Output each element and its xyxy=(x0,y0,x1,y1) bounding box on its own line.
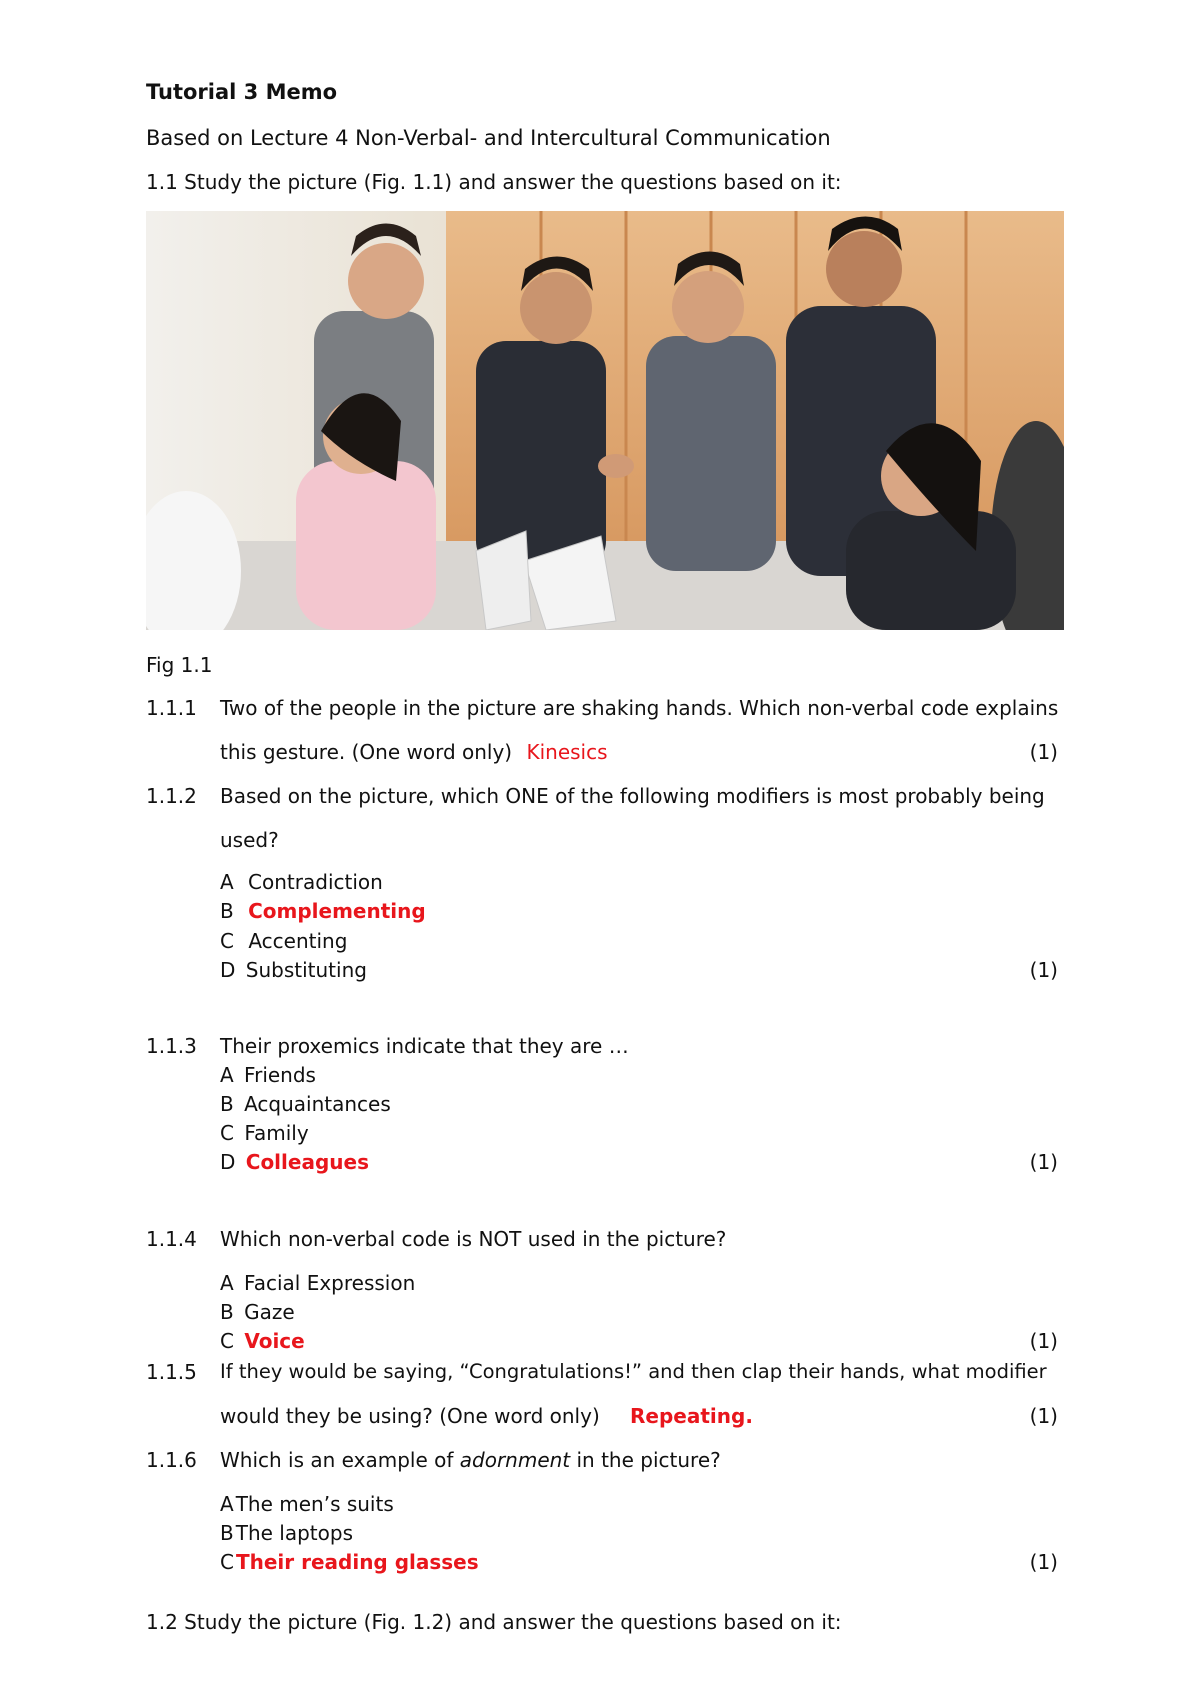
option-text: The laptops xyxy=(235,1521,353,1545)
option-text: Contradiction xyxy=(248,870,383,894)
marks: (1) xyxy=(1029,1329,1058,1353)
section-number: 1.1 xyxy=(146,170,178,194)
option-text-answer: Colleagues xyxy=(245,1150,369,1174)
option-item xyxy=(220,1302,295,1322)
document-title: Tutorial 3 Memo xyxy=(146,80,338,104)
option-letter: C xyxy=(220,929,234,953)
question-text-continued: used? xyxy=(220,828,279,852)
option-item xyxy=(220,1094,391,1114)
question-number: 1.1.2 xyxy=(146,784,197,808)
option-letter: C xyxy=(220,1121,234,1145)
marks: (1) xyxy=(1029,1150,1058,1174)
figure-caption: Fig 1.1 xyxy=(146,653,213,677)
option-text: Gaze xyxy=(244,1300,295,1324)
option-letter: A xyxy=(220,1492,234,1516)
question-number: 1.1.5 xyxy=(146,1360,197,1384)
option-item xyxy=(220,931,347,951)
marks: (1) xyxy=(1029,1550,1058,1574)
option-letter: A xyxy=(220,1271,234,1295)
question-text-continued: would they be using? (One word only) xyxy=(220,1404,600,1428)
business-meeting-photo xyxy=(146,211,1064,630)
question-text: If they would be saying, “Congratulations!” and then clap their hands, what modifier xyxy=(220,1360,1047,1383)
option-item xyxy=(220,960,367,980)
option-item xyxy=(220,1494,394,1514)
option-item xyxy=(220,1331,305,1351)
question-text-post: in the picture? xyxy=(576,1448,721,1472)
option-text: The men’s suits xyxy=(235,1492,394,1516)
question-text xyxy=(220,1450,721,1470)
option-letter: A xyxy=(220,870,234,894)
option-text: Substituting xyxy=(245,958,367,982)
option-item xyxy=(220,872,383,892)
question-text-continued xyxy=(220,742,608,762)
document-subtitle: Based on Lecture 4 Non-Verbal- and Intercultural Communication xyxy=(146,126,831,150)
question-text: this gesture. (One word only) xyxy=(220,740,513,764)
option-item xyxy=(220,901,426,921)
option-item xyxy=(220,1523,353,1543)
option-text: Facial Expression xyxy=(244,1271,416,1295)
question-text: Two of the people in the picture are shaking hands. Which non-verbal code explains xyxy=(220,696,1059,720)
option-letter: D xyxy=(220,1150,236,1174)
option-letter: C xyxy=(220,1329,234,1353)
question-text-pre: Which is an example of xyxy=(220,1448,454,1472)
option-letter: B xyxy=(220,1092,234,1116)
question-text-emphasis: adornment xyxy=(459,1448,571,1472)
marks: (1) xyxy=(1029,1404,1058,1428)
question-text: Based on the picture, which ONE of the following modifiers is most probably being xyxy=(220,784,1045,808)
answer-text: Kinesics xyxy=(526,740,608,764)
question-number: 1.1.1 xyxy=(146,696,197,720)
option-letter: B xyxy=(220,899,234,923)
option-item xyxy=(220,1552,479,1572)
option-text: Acquaintances xyxy=(244,1092,391,1116)
section-text: Study the picture (Fig. 1.1) and answer the questions based on it: xyxy=(184,170,842,194)
option-letter: B xyxy=(220,1300,234,1324)
option-item xyxy=(220,1123,309,1143)
question-number: 1.1.6 xyxy=(146,1448,197,1472)
question-text: Their proxemics indicate that they are … xyxy=(220,1034,629,1058)
option-text-answer: Their reading glasses xyxy=(235,1550,479,1574)
option-text-answer: Complementing xyxy=(248,899,426,923)
option-letter: B xyxy=(220,1521,234,1545)
question-number: 1.1.3 xyxy=(146,1034,197,1058)
option-letter: C xyxy=(220,1550,234,1574)
question-text: Which non-verbal code is NOT used in the picture? xyxy=(220,1227,727,1251)
answer-text: Repeating. xyxy=(630,1404,753,1428)
option-item xyxy=(220,1065,316,1085)
option-letter: A xyxy=(220,1063,234,1087)
option-item xyxy=(220,1273,415,1293)
section-1-2-instruction xyxy=(146,1612,842,1632)
option-text-answer: Voice xyxy=(244,1329,305,1353)
option-text: Family xyxy=(244,1121,309,1145)
section-text: Study the picture (Fig. 1.2) and answer the questions based on it: xyxy=(184,1610,842,1634)
option-item xyxy=(220,1152,369,1172)
marks: (1) xyxy=(1029,740,1058,764)
option-text: Friends xyxy=(244,1063,316,1087)
marks: (1) xyxy=(1029,958,1058,982)
option-letter: D xyxy=(220,958,236,982)
section-number: 1.2 xyxy=(146,1610,178,1634)
section-1-1-instruction xyxy=(146,172,842,192)
option-text: Accenting xyxy=(248,929,348,953)
question-number: 1.1.4 xyxy=(146,1227,197,1251)
